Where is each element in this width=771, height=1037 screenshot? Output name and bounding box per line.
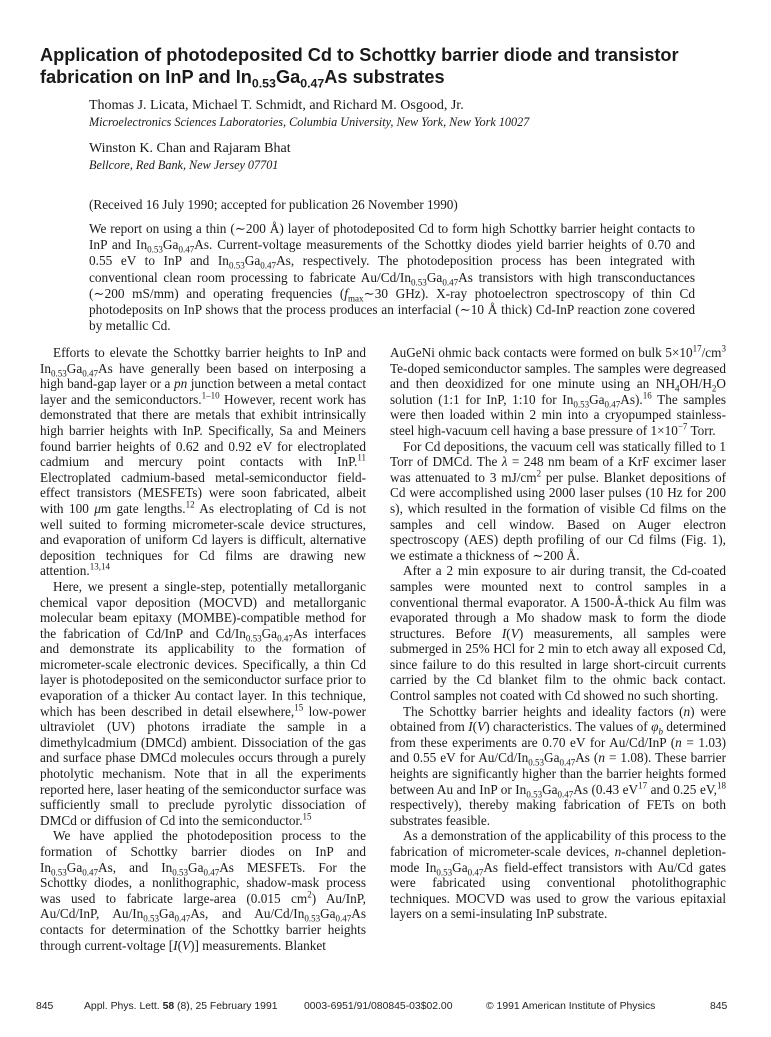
page-footer bbox=[0, 1001, 771, 1019]
paragraph: AuGeNi ohmic back contacts were formed on bulk $5\times 10^{17}/cm^3$ Te-doped semiconductor samples. The samples were degreased and then deoxidized for one minute using an $NH_4OH/H_2O$ solution (1:1 for InP, 1:10 for $In_{0.53}Ga_{0.47}As).^{16}$ The samples were then loaded within 2 min into a cryopumped stainless-steel high-vacuum cell having a base pressure of $1\times 10^{-7}$ Torr. bbox=[390, 343, 726, 438]
paragraph: The Schottky barrier heights and ideality factors (n) were obtained from I(V) characteristics. The values of $\varphi_b$ determined from these experiments are 0.70 eV for Au/Cd/InP (n = 1.03) and 0.55 eV for $Au/Cd/In_{0.53}Ga_{0.47}As$ (n = 1.08). These barrier heights are significantly higher than the barrier heights formed between Au and InP or $In_{0.53}Ga_{0.47}As$ (0.43 $eV^{17}$ and 0.25 eV,$^{18}$ respectively), thereby making fabrication of FETs on both substrates feasible. bbox=[390, 703, 727, 828]
abstract: We report on using a thin (∼200 Å) layer of photodeposited Cd to form high Schottky barrier height contacts to InP and $In_{0.53}Ga_{0.47}As$. Current-voltage measurements of the Schottky diodes yield barrier heights of 0.70 and 0.55 eV to InP and $In_{0.53}Ga_{0.47}As$, respectively. The photodeposition process has been integrated with conventional clean room processing to fabricate $Au/Cd/In_{0.53}Ga_{0.47}As$ transistors with high transconductances (∼200 mS/mm) and operating frequencies ($f_{max}\sim 30$ GHz). X-ray photoelectron spectroscopy of thin Cd photodeposits on InP shows that the process produces an interfacial (∼10 Å thick) Cd-InP reaction zone covered by metallic Cd. bbox=[89, 221, 696, 334]
article-code: 0003-6951/91/080845-03$02.00 bbox=[304, 1001, 453, 1012]
paragraph: As a demonstration of the applicability of this process to the fabrication of micrometer-scale devices, n-channel depletion-mode $In_{0.53}Ga_{0.47}As$ field-effect transistors with Au/Cd gates were fabricated using conventional photolithographic techniques. MOCVD was used to grow the various epitaxial layers on a semi-insulating InP substrate. bbox=[390, 828, 726, 922]
article-title: Application of photodeposited Cd to Schottky barrier diode and transistor fabrication on InP and $In_{0.53}Ga_{0.47}As$ substrates bbox=[40, 45, 679, 91]
paragraph: Efforts to elevate the Schottky barrier heights to InP and $In_{0.53}Ga_{0.47}As$ have generally been based on interposing a high band-gap layer or a pn junction between a metal contact layer and the semiconductors.$^{1-10}$ However, recent work has demonstrated that there are metals that exhibit intrinsically high barrier heights with InP. Specifically, Sa and Meiners found barrier heights of 0.62 and 0.92 eV for electroplated cadmium and mercury point contacts with InP.$^{11}$ Electroplated cadmium-based metal-semiconductor field-effect transistors (MESFETs) were soon fabricated, albeit with 100 μm gate lengths.$^{12}$ As electroplating of Cd is not well suited to forming micrometer-scale device structures, and evaporation of uniform Cd layers is difficult, alternative deposition techniques for Cd films are drawing new attention.$^{13,14}$ bbox=[40, 345, 366, 579]
paragraph: We have applied the photodeposition process to the formation of Schottky barrier diodes on InP and $In_{0.53}Ga_{0.47}As$, and $In_{0.53}Ga_{0.47}As$ MESFETs. For the Schottky diodes, a nonlithographic, shadow-mask process was used to fabricate large-area (0.015 $cm^2$) Au/InP, Au/Cd/InP, $Au/In_{0.53}Ga_{0.47}As$, and $Au/Cd/In_{0.53}Ga_{0.47}As$ contacts for determination of the Schottky barrier heights through current-voltage [I(V)] measurements. Blanket bbox=[40, 828, 367, 953]
affiliation-2: Bellcore, Red Bank, New Jersey 07701 bbox=[89, 158, 279, 172]
paragraph: After a 2 min exposure to air during transit, the Cd-coated samples were mounted next to control samples in a conventional thermal evaporator. A 1500-Å-thick Au film was evaporated through a Mo shadow mask to form the diode structures. Before I(V) measurements, all samples were submerged in 25% HCl for 2 min to etch away all exposed Cd, since failure to do this resulted in large short-circuit currents carried by the Cd blanket film to the ohmic back contact. Control samples not coated with Cd showed no such shorting. bbox=[390, 563, 726, 704]
paragraph: For Cd depositions, the vacuum cell was statically filled to 1 Torr of DMCd. The λ = 248 nm beam of a KrF excimer laser was attenuated to 3 $mJ/cm^2$ per pulse. Blanket depositions of Cd were accomplished using 2000 laser pulses (10 Hz for 200 s), which resulted in the formation of visible Cd films on the samples and cell window. Based on Auger electron spectroscopy (AES) depth profiling of our Cd films (Fig. 1), we estimate a thickness of ∼200 Å. bbox=[390, 438, 727, 563]
received-dates: (Received 16 July 1990; accepted for publication 26 November 1990) bbox=[89, 197, 458, 212]
copyright-notice: © 1991 American Institute of Physics bbox=[486, 1001, 656, 1012]
body-column-left bbox=[40, 345, 366, 953]
paragraph: Here, we present a single-step, potentially metallorganic chemical vapor deposition (MOCVD) and metallorganic molecular beam epitaxy (MOMBE)-compatible method for the fabrication of Cd/InP and $Cd/In_{0.53}Ga_{0.47}As$ interfaces and demonstrate its applicability to the formation of micrometer-scale electronic devices. Specifically, a thin Cd layer is photodeposited on the semiconductor surface prior to evaporation of a thicker Au contact layer. In this technique, which has been described in detail elsewhere,$^{15}$ low-power ultraviolet (UV) photons irradiate the sample in a dimethylcadmium (DMCd) ambient. Dissociation of the gas and surface phase DMCd molecules occurs through a purely photolytic mechanism. Note that in all the experiments reported here, laser heating of the semiconductor surface was sufficiently small to preclude pyrolytic dissociation of DMCd or diffusion of Cd into the semiconductor.$^{15}$ bbox=[40, 578, 367, 828]
page-number-left: 845 bbox=[36, 1001, 54, 1012]
journal-citation: Appl. Phys. Lett. 58 (8), 25 February 1991 bbox=[84, 1001, 278, 1012]
authors-group-1: Thomas J. Licata, Michael T. Schmidt, and Richard M. Osgood, Jr. bbox=[89, 98, 464, 113]
body-column-right bbox=[390, 345, 726, 922]
affiliation-1: Microelectronics Sciences Laboratories, Columbia University, New York, New York 10027 bbox=[89, 115, 530, 129]
page-number-right: 845 bbox=[710, 1001, 728, 1012]
authors-group-2: Winston K. Chan and Rajaram Bhat bbox=[89, 141, 291, 156]
